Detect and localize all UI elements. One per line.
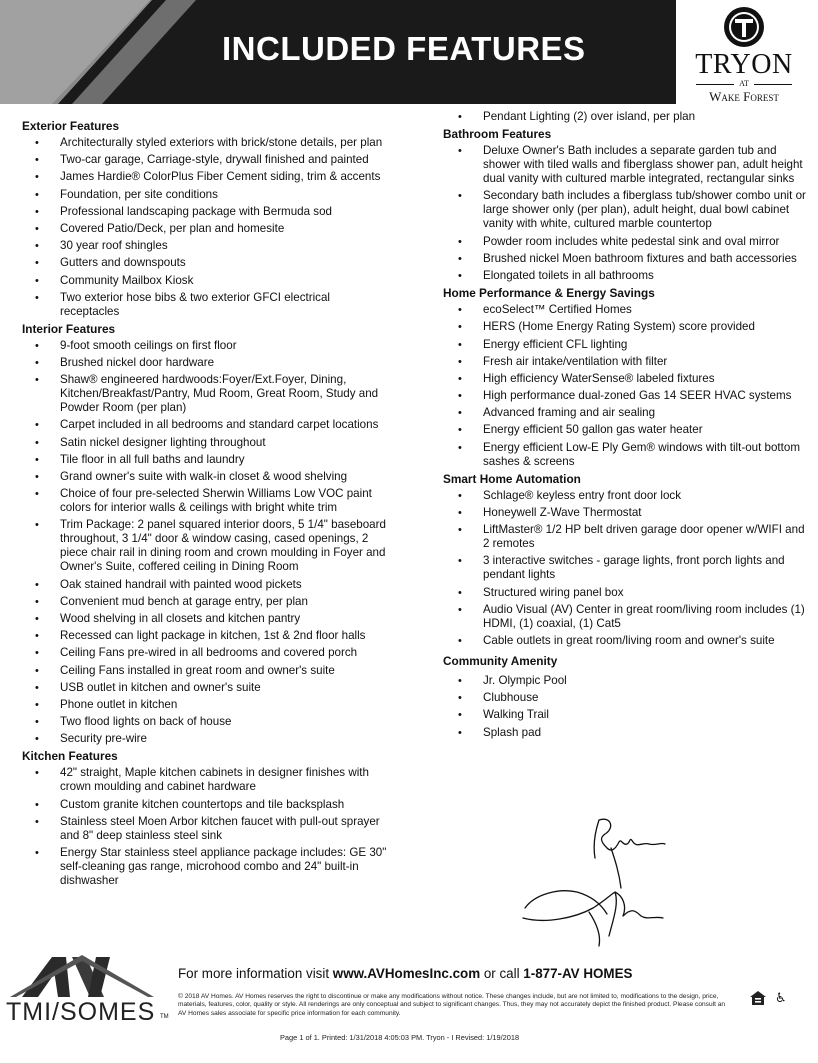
list-item: • Covered Patio/Deck, per plan and homesite	[22, 222, 392, 236]
list-item: • Pendant Lighting (2) over island, per plan	[443, 110, 811, 124]
list-item: • Advanced framing and air sealing	[443, 406, 811, 420]
tryon-monogram-icon	[718, 5, 770, 49]
av-homes-logo-text: TMI/SOMES	[6, 998, 156, 1026]
equal-housing-icon	[750, 991, 766, 1005]
list-item: • Recessed can light package in kitchen, 1st & 2nd floor halls	[22, 629, 392, 643]
logo-trademark: TM	[160, 1014, 169, 1020]
signature	[515, 812, 675, 952]
list-item: • James Hardie® ColorPlus Fiber Cement siding, trim & accents	[22, 170, 392, 184]
list-item: • Grand owner's suite with walk-in closet & wood shelving	[22, 470, 392, 484]
section-title-energy: Home Performance & Energy Savings	[443, 286, 655, 301]
list-item: • Ceiling Fans installed in great room and owner's suite	[22, 664, 392, 678]
list-item: • High performance dual-zoned Gas 14 SEER HVAC systems	[443, 389, 811, 403]
list-item: • 30 year roof shingles	[22, 239, 392, 253]
community-list	[443, 674, 811, 740]
list-item: • Community Mailbox Kiosk	[22, 274, 392, 288]
brand-name: TRYON	[695, 49, 793, 80]
list-item: • Two-car garage, Carriage-style, drywall finished and painted	[22, 153, 392, 167]
contact-line	[178, 966, 632, 981]
section-title-smart-home: Smart Home Automation	[443, 471, 581, 486]
list-item: • Security pre-wire	[22, 732, 392, 746]
left-column	[22, 117, 392, 891]
list-item: • Foundation, per site conditions	[22, 188, 392, 202]
list-item: • Fresh air intake/ventilation with filter	[443, 355, 811, 369]
accessibility-icon: ♿	[775, 990, 787, 1005]
list-item: • Walking Trail	[443, 708, 811, 722]
list-item: • Schlage® keyless entry front door lock	[443, 489, 811, 503]
list-item: • Convenient mud bench at garage entry, per plan	[22, 595, 392, 609]
list-item: • Structured wiring panel box	[443, 586, 811, 600]
list-item: • Clubhouse	[443, 691, 811, 705]
list-item: • Jr. Olympic Pool	[443, 674, 811, 688]
list-item: • High efficiency WaterSense® labeled fixtures	[443, 372, 811, 386]
list-item: • Satin nickel designer lighting throughout	[22, 436, 392, 450]
brand-at: AT	[684, 79, 804, 88]
list-item: • Carpet included in all bedrooms and standard carpet locations	[22, 418, 392, 432]
section-title-community: Community Amenity	[443, 653, 558, 668]
exterior-list	[22, 136, 392, 319]
list-item: • Energy Star stainless steel appliance package includes: GE 30" self-cleaning gas range, microhood combo and 24" built-in dishwasher	[22, 846, 392, 888]
list-item: • HERS (Home Energy Rating System) score provided	[443, 320, 811, 334]
list-item: • Gutters and downspouts	[22, 256, 392, 270]
list-item: • Stainless steel Moen Arbor kitchen faucet with pull-out sprayer and 8" deep stainless steel sink	[22, 815, 392, 843]
kitchen-list	[22, 766, 392, 888]
list-item: • LiftMaster® 1/2 HP belt driven garage door opener w/WIFI and 2 remotes	[443, 523, 811, 551]
section-title-exterior: Exterior Features	[22, 119, 120, 133]
list-item: • Brushed nickel door hardware	[22, 356, 392, 370]
list-item: • Audio Visual (AV) Center in great room/living room includes (1) HDMI, (1) coaxial, (1) Cat5	[443, 603, 811, 631]
list-item: • Splash pad	[443, 726, 811, 740]
list-item: • Professional landscaping package with Bermuda sod	[22, 205, 392, 219]
print-info: Page 1 of 1. Printed: 1/31/2018 4:05:03 PM. Tryon - I Revised: 1/19/2018	[280, 1033, 520, 1042]
list-item: • Wood shelving in all closets and kitchen pantry	[22, 612, 392, 626]
brand-place: Wake Forest	[709, 89, 779, 104]
contact-prefix: For more information visit	[178, 966, 333, 981]
list-item: • 42" straight, Maple kitchen cabinets in designer finishes with crown moulding and cabinet hardware	[22, 766, 392, 794]
list-item: • Secondary bath includes a fiberglass tub/shower combo unit or large shower only (per plan), adult height, dual bowl cabinet vanity with white, cultured marble countertop	[443, 189, 811, 231]
list-item: • Trim Package: 2 panel squared interior doors, 5 1/4" baseboard throughout, 3 1/4" door & window casing, cased openings, 2 piece chair rail in dining room and crown moulding in Foyer and Owner's Suite, coffered ceiling in Dining Room	[22, 518, 392, 574]
page-title: INCLUDED FEATURES	[222, 30, 586, 67]
right-column	[443, 110, 811, 743]
list-item: • Two exterior hose bibs & two exterior GFCI electrical receptacles	[22, 291, 392, 319]
list-item: • Two flood lights on back of house	[22, 715, 392, 729]
list-item: • Powder room includes white pedestal sink and oval mirror	[443, 235, 811, 249]
list-item: • Ceiling Fans pre-wired in all bedrooms and covered porch	[22, 646, 392, 660]
legal-disclaimer: © 2018 AV Homes. AV Homes reserves the right to discontinue or make any modifications without notice. These changes include, but are not limited to, modifications to the design, price, materials, features, color, quality or style. All renderings are only conceptual and subject to significant changes. Thus, they may not accurately depict the finished product. Please consult an AV Homes sales associate for specific price information for each community.	[178, 993, 726, 1017]
energy-list	[443, 303, 811, 469]
list-item: • Deluxe Owner's Bath includes a separate garden tub and shower with tiled walls and fiberglass shower pan, adult height dual vanity with cultured marble integrated, rectangular sinks	[443, 144, 811, 186]
list-item: • Energy efficient 50 gallon gas water heater	[443, 423, 811, 437]
smart-home-list	[443, 489, 811, 648]
section-title-interior: Interior Features	[22, 321, 116, 336]
section-title-bathroom: Bathroom Features	[443, 127, 552, 142]
list-item: • Architecturally styled exteriors with brick/stone details, per plan	[22, 136, 392, 150]
kitchen-continued-list	[443, 110, 811, 124]
interior-list	[22, 339, 392, 746]
list-item: • USB outlet in kitchen and owner's suite	[22, 681, 392, 695]
list-item: • 9-foot smooth ceilings on first floor	[22, 339, 392, 353]
list-item: • ecoSelect™ Certified Homes	[443, 303, 811, 317]
list-item: • Tile floor in all full baths and laundry	[22, 453, 392, 467]
list-item: • Brushed nickel Moen bathroom fixtures and bath accessories	[443, 252, 811, 266]
phone-number: 1-877-AV HOMES	[523, 966, 633, 981]
list-item: • Phone outlet in kitchen	[22, 698, 392, 712]
av-homes-logo-icon	[8, 955, 158, 999]
list-item: • Choice of four pre-selected Sherwin Williams Low VOC paint colors for interior walls & ceilings with bright white trim	[22, 487, 392, 515]
list-item: • Energy efficient CFL lighting	[443, 338, 811, 352]
list-item: • Cable outlets in great room/living room and owner's suite	[443, 634, 811, 648]
list-item: • 3 interactive switches - garage lights, front porch lights and pendant lights	[443, 554, 811, 582]
list-item: • Elongated toilets in all bathrooms	[443, 269, 811, 283]
bathroom-list	[443, 144, 811, 283]
section-title-kitchen: Kitchen Features	[22, 749, 118, 764]
list-item: • Energy efficient Low-E Ply Gem® windows with tilt-out bottom sashes & screens	[443, 441, 811, 469]
list-item: • Custom granite kitchen countertops and tile backsplash	[22, 798, 392, 812]
list-item: • Honeywell Z-Wave Thermostat	[443, 506, 811, 520]
website-link[interactable]: www.AVHomesInc.com	[332, 966, 481, 981]
list-item: • Shaw® engineered hardwoods:Foyer/Ext.Foyer, Dining, Kitchen/Breakfast/Pantry, Mud Room, Great Room, Study and Powder Room (per plan)	[22, 373, 392, 415]
contact-mid: or call	[480, 966, 524, 981]
list-item: • Oak stained handrail with painted wood pickets	[22, 578, 392, 592]
